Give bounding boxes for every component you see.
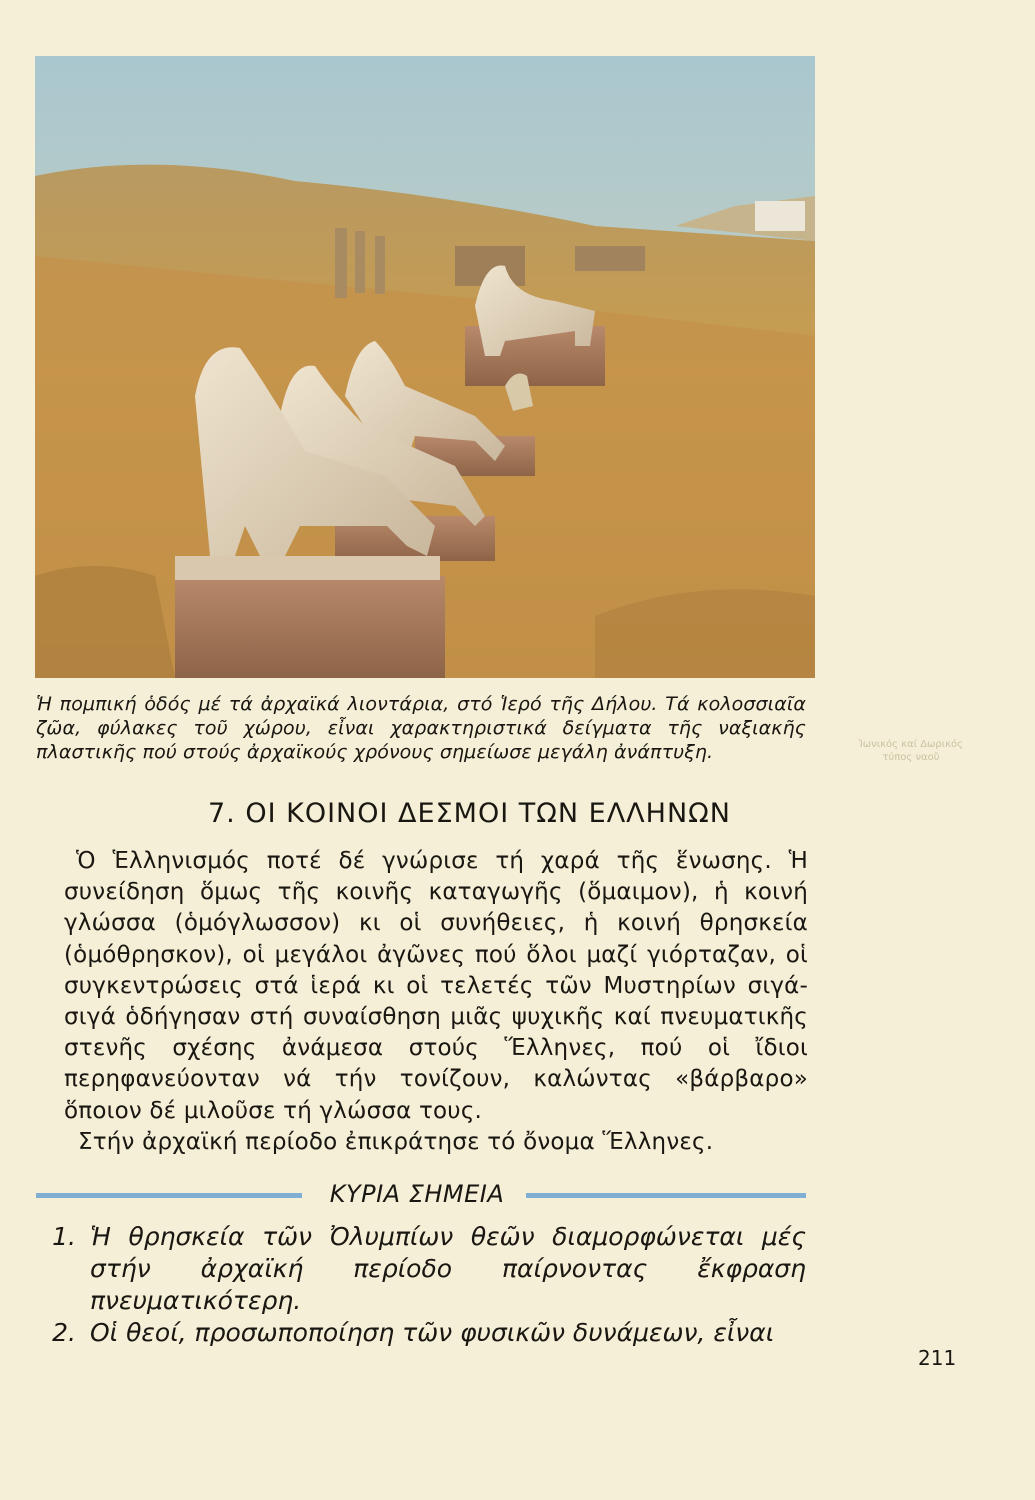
key-points-heading-bar (36, 1180, 806, 1210)
key-points-heading: ΚΥΡΙΑ ΣΗΜΕΙΑ (329, 1180, 505, 1208)
list-item-number: 2. (52, 1318, 76, 1347)
key-points-list (36, 1221, 806, 1349)
side-note: Ἰωνικός καί Δωρικός τύπος ναοῦ (858, 739, 964, 763)
lions-photo (35, 56, 815, 678)
list-item (36, 1317, 806, 1349)
body-paragraph: Ὁ Ἑλληνισμός ποτέ δέ γνώρισε τή χαρά τῆς ἕνωσης. Ἡ συνείδηση ὅμως τῆς κοινῆς καταγωγῆς (ὅμαιμον), ἡ κοινή γλώσσα (ὁμόγλωσσον) κι οἱ συνήθειες, ἡ κοινή θρησκεία (ὁμόθρησκον), οἱ μεγάλοι ἀγῶνες πού ὅλοι μαζί γιόρταζαν, οἱ συγκεντρώσεις στά ἱερά κι οἱ τελετές τῶν Μυστηρίων σιγά-σιγά ὁδήγησαν στή συναίσθηση μιᾶς ψυχικῆς καί πνευματικῆς στενῆς σχέσης ἀνάμεσα στούς Ἕλληνες, πού οἱ ἴδιοι περηφανεύονταν νά τήν τονίζουν, καλώντας «βάρβαρο» ὅποιον δέ μιλοῦσε τή γλώσσα τους. (64, 848, 808, 1124)
photo-terrace-of-lions-icon (35, 56, 815, 678)
list-item-number: 1. (52, 1222, 76, 1251)
figure-caption: Ἡ πομπική ὁδός μέ τά ἀρχαϊκά λιοντάρια, στό Ἱερό τῆς Δήλου. Τά κολοσσιαῖα ζῶα, φύλακες τοῦ χώρου, εἶναι χαρακτηριστικά δείγματα τῆς ναξιακῆς πλαστικῆς πού στούς ἀρχαϊκούς χρόνους σημείωσε μεγάλη ἀνάπτυξη. (36, 693, 806, 763)
heading-rule-left (36, 1193, 302, 1198)
body-paragraph: Στήν ἀρχαϊκή περίοδο ἐπικράτησε τό ὄνομα Ἕλληνες. (78, 1128, 714, 1155)
heading-rule-right (526, 1193, 806, 1198)
page-number: 211 (918, 1346, 957, 1370)
list-item-text: Οἱ θεοί, προσωποποίηση τῶν φυσικῶν δυνάμεων, εἶναι (90, 1318, 775, 1347)
section-body (64, 846, 808, 1158)
list-item (36, 1221, 806, 1317)
section-title: 7. ΟΙ ΚΟΙΝΟΙ ΔΕΣΜΟΙ ΤΩΝ ΕΛΛΗΝΩΝ (208, 798, 731, 829)
list-item-text: Ἡ θρησκεία τῶν Ὀλυμπίων θεῶν διαμορφώνεται μές στήν ἀρχαϊκή περίοδο παίρνοντας ἔκφραση πνευματικότερη. (90, 1222, 806, 1315)
